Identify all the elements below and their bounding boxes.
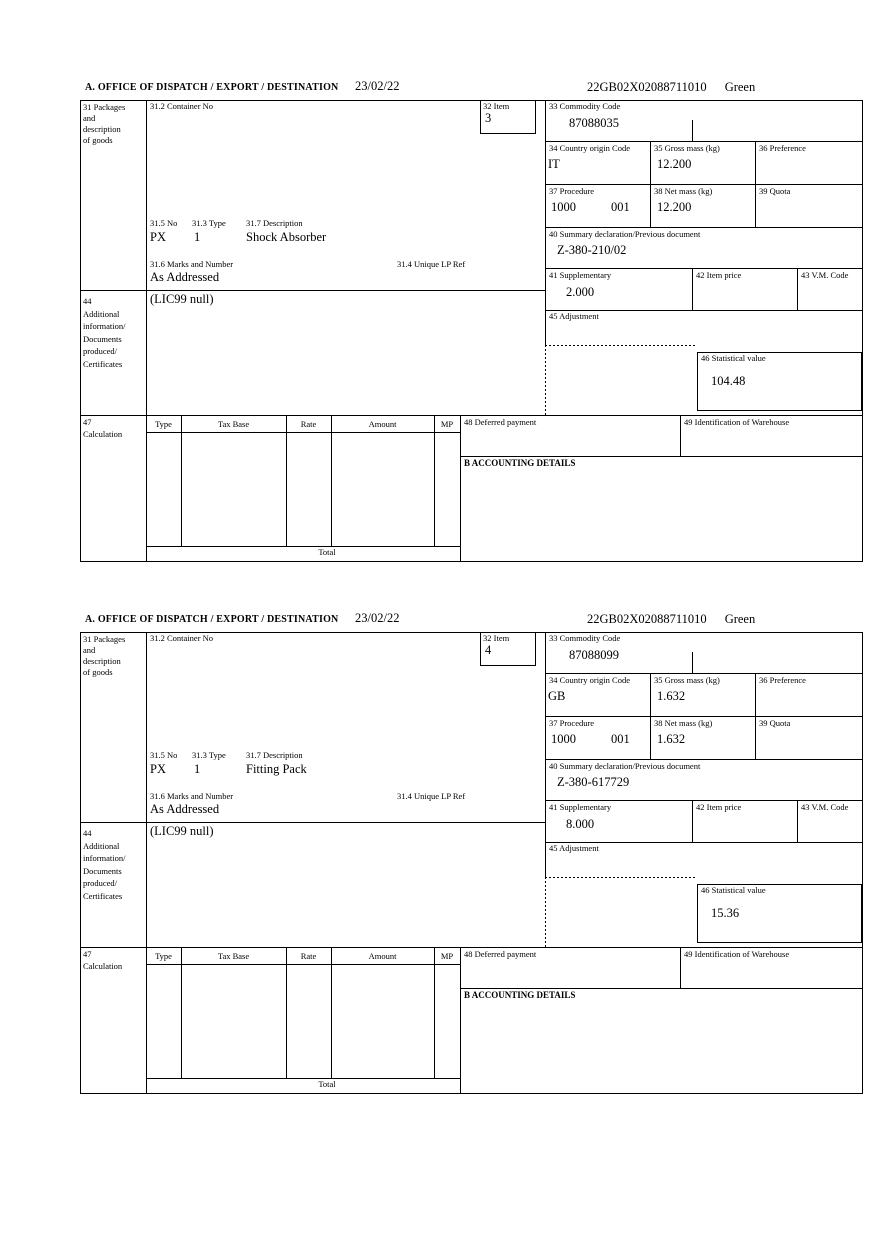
box39-quota-label: 39 Quota (759, 718, 791, 728)
office-of-dispatch-label: A. OFFICE OF DISPATCH / EXPORT / DESTINATION (85, 82, 339, 93)
calc-header-type: Type (155, 951, 172, 961)
box31-3-type-value: 1 (194, 230, 201, 244)
box31-label (83, 102, 145, 146)
box44-label (83, 295, 145, 370)
movement-reference (587, 613, 755, 627)
box31-3-type-value: 1 (194, 762, 201, 776)
box41-supplementary-label: 41 Supplementary (549, 270, 612, 280)
box45-adjustment-label: 45 Adjustment (549, 311, 599, 321)
box31-label (83, 634, 145, 678)
box34-country-origin-value: IT (548, 157, 560, 171)
box31-6-marks-value: As Addressed (150, 802, 220, 816)
box31-4-unique-lp-ref-label: 31.4 Unique LP Ref (397, 791, 466, 801)
box38-net-mass-value: 12.200 (657, 200, 692, 214)
box34-country-origin-label: 34 Country origin Code (549, 675, 630, 685)
box31-label-line: description (83, 124, 121, 134)
calc-header-amount: Amount (368, 419, 397, 429)
box31-label-line: and (83, 645, 96, 655)
box33-commodity-code-label: 33 Commodity Code (549, 101, 621, 111)
box44-documents-value: (LIC99 null) (150, 292, 214, 306)
box42-item-price-label: 42 Item price (696, 270, 742, 280)
box31-label-line: description (83, 656, 121, 666)
box40-summary-declaration-label: 40 Summary declaration/Previous document (549, 229, 701, 239)
box31-label-line: and (83, 113, 96, 123)
box47-calculation-label: Calculation (83, 429, 123, 439)
office-of-dispatch-label: A. OFFICE OF DISPATCH / EXPORT / DESTINATION (85, 614, 339, 625)
box35-gross-mass-label: 35 Gross mass (kg) (654, 675, 720, 685)
box37-procedure-value-2: 001 (611, 732, 630, 746)
calc-total-label: Total (318, 547, 336, 557)
box31-5-no-value: PX (150, 762, 166, 776)
box31-4-unique-lp-ref-label: 31.4 Unique LP Ref (397, 259, 466, 269)
box44-label-line: Certificates (83, 358, 123, 369)
box43-vm-code-label: 43 V.M. Code (801, 270, 849, 280)
box44-documents-value: (LIC99 null) (150, 824, 214, 838)
box38-net-mass-label: 38 Net mass (kg) (654, 718, 713, 728)
box42-item-price-label: 42 Item price (696, 802, 742, 812)
declaration-item-section (80, 81, 863, 563)
box44-label-line: Documents (83, 333, 122, 344)
box31-5-no-label: 31.5 No (150, 218, 178, 228)
declaration-item-section (80, 613, 863, 1095)
calc-header-mp: MP (440, 419, 454, 429)
box38-net-mass-value: 1.632 (657, 732, 686, 746)
box31-7-description-label: 31.7 Description (246, 218, 303, 228)
box33-commodity-code-value: 87088035 (569, 116, 619, 130)
box37-procedure-value-2: 001 (611, 200, 630, 214)
box47-calculation-label: Calculation (83, 961, 123, 971)
box32-item-value: 3 (485, 111, 492, 125)
box31-7-description-value: Fitting Pack (246, 762, 307, 776)
box48-deferred-payment-label: 48 Deferred payment (464, 417, 537, 427)
box31-5-no-label: 31.5 No (150, 750, 178, 760)
box36-preference-label: 36 Preference (759, 143, 806, 153)
box44-label-line: Certificates (83, 890, 123, 901)
box44-label-line: information/ (83, 853, 126, 863)
box31-3-type-label: 31.3 Type (192, 218, 226, 228)
box44-label-line: Additional (83, 840, 120, 851)
calc-header-rate: Rate (300, 419, 317, 429)
box44-label-line: information/ (83, 321, 126, 331)
box35-gross-mass-value: 12.200 (657, 157, 692, 171)
box31-label-line: of goods (83, 135, 113, 145)
box44-label-line: 44 (83, 296, 92, 306)
box31-5-no-value: PX (150, 230, 166, 244)
box33-commodity-code-value: 87088099 (569, 648, 619, 662)
calc-header-type: Type (155, 419, 172, 429)
box31-2-container-label: 31.2 Container No (150, 633, 214, 643)
box43-vm-code-label: 43 V.M. Code (801, 802, 849, 812)
box32-item-label: 32 Item (483, 633, 510, 643)
box47-number-label: 47 (83, 417, 92, 427)
calc-header-amount: Amount (368, 951, 397, 961)
calc-header-rate: Rate (300, 951, 317, 961)
box34-country-origin-label: 34 Country origin Code (549, 143, 630, 153)
box37-procedure-label: 37 Procedure (549, 186, 595, 196)
header-date: 23/02/22 (355, 79, 400, 93)
box31-2-container-label: 31.2 Container No (150, 101, 214, 111)
box40-summary-declaration-value: Z-380-617729 (557, 775, 630, 789)
accounting-details-label: B ACCOUNTING DETAILS (464, 458, 576, 468)
box31-6-marks-label: 31.6 Marks and Number (150, 259, 234, 269)
box46-statistical-value: 104.48 (711, 374, 746, 388)
box37-procedure-label: 37 Procedure (549, 718, 595, 728)
box31-7-description-label: 31.7 Description (246, 750, 303, 760)
box31-7-description-value: Shock Absorber (246, 230, 327, 244)
box31-6-marks-value: As Addressed (150, 270, 220, 284)
box41-supplementary-value: 2.000 (566, 285, 595, 299)
box31-label-line: 31 Packages (83, 102, 126, 112)
box44-label (83, 827, 145, 902)
calc-header-mp: MP (440, 951, 454, 961)
box44-label-line: 44 (83, 828, 92, 838)
box33-commodity-code-label: 33 Commodity Code (549, 633, 621, 643)
header-date: 23/02/22 (355, 611, 400, 625)
box35-gross-mass-value: 1.632 (657, 689, 686, 703)
calc-header-tax-base: Tax Base (217, 419, 250, 429)
box35-gross-mass-label: 35 Gross mass (kg) (654, 143, 720, 153)
box45-adjustment-label: 45 Adjustment (549, 843, 599, 853)
box36-preference-label: 36 Preference (759, 675, 806, 685)
box44-label-line: Additional (83, 308, 120, 319)
routing-status: Green (724, 80, 756, 94)
box46-statistical-value-label: 46 Statistical value (701, 885, 766, 895)
box32-item-label: 32 Item (483, 101, 510, 111)
form-border-lines (80, 81, 863, 563)
movement-reference (587, 81, 755, 95)
box37-procedure-value-1: 1000 (551, 200, 576, 214)
box39-quota-label: 39 Quota (759, 186, 791, 196)
box46-statistical-value: 15.36 (711, 906, 740, 920)
accounting-details-label: B ACCOUNTING DETAILS (464, 990, 576, 1000)
routing-status: Green (724, 612, 756, 626)
box38-net-mass-label: 38 Net mass (kg) (654, 186, 713, 196)
box32-item-value: 4 (485, 643, 492, 657)
box41-supplementary-label: 41 Supplementary (549, 802, 612, 812)
box40-summary-declaration-value: Z-380-210/02 (557, 243, 627, 257)
calc-total-label: Total (318, 1079, 336, 1089)
box40-summary-declaration-label: 40 Summary declaration/Previous document (549, 761, 701, 771)
box44-label-line: produced/ (83, 346, 117, 356)
box37-procedure-value-1: 1000 (551, 732, 576, 746)
box44-label-line: produced/ (83, 878, 117, 888)
box49-warehouse-label: 49 Identification of Warehouse (684, 949, 790, 959)
form-border-lines (80, 613, 863, 1095)
box44-label-line: Documents (83, 865, 122, 876)
box31-label-line: 31 Packages (83, 634, 126, 644)
box47-number-label: 47 (83, 949, 92, 959)
box31-3-type-label: 31.3 Type (192, 750, 226, 760)
calc-header-tax-base: Tax Base (217, 951, 250, 961)
mrn-value: 22GB02X02088711010 (587, 80, 707, 94)
box48-deferred-payment-label: 48 Deferred payment (464, 949, 537, 959)
box49-warehouse-label: 49 Identification of Warehouse (684, 417, 790, 427)
box34-country-origin-value: GB (548, 689, 566, 703)
box31-label-line: of goods (83, 667, 113, 677)
mrn-value: 22GB02X02088711010 (587, 612, 707, 626)
box31-6-marks-label: 31.6 Marks and Number (150, 791, 234, 801)
box46-statistical-value-label: 46 Statistical value (701, 353, 766, 363)
box41-supplementary-value: 8.000 (566, 817, 595, 831)
